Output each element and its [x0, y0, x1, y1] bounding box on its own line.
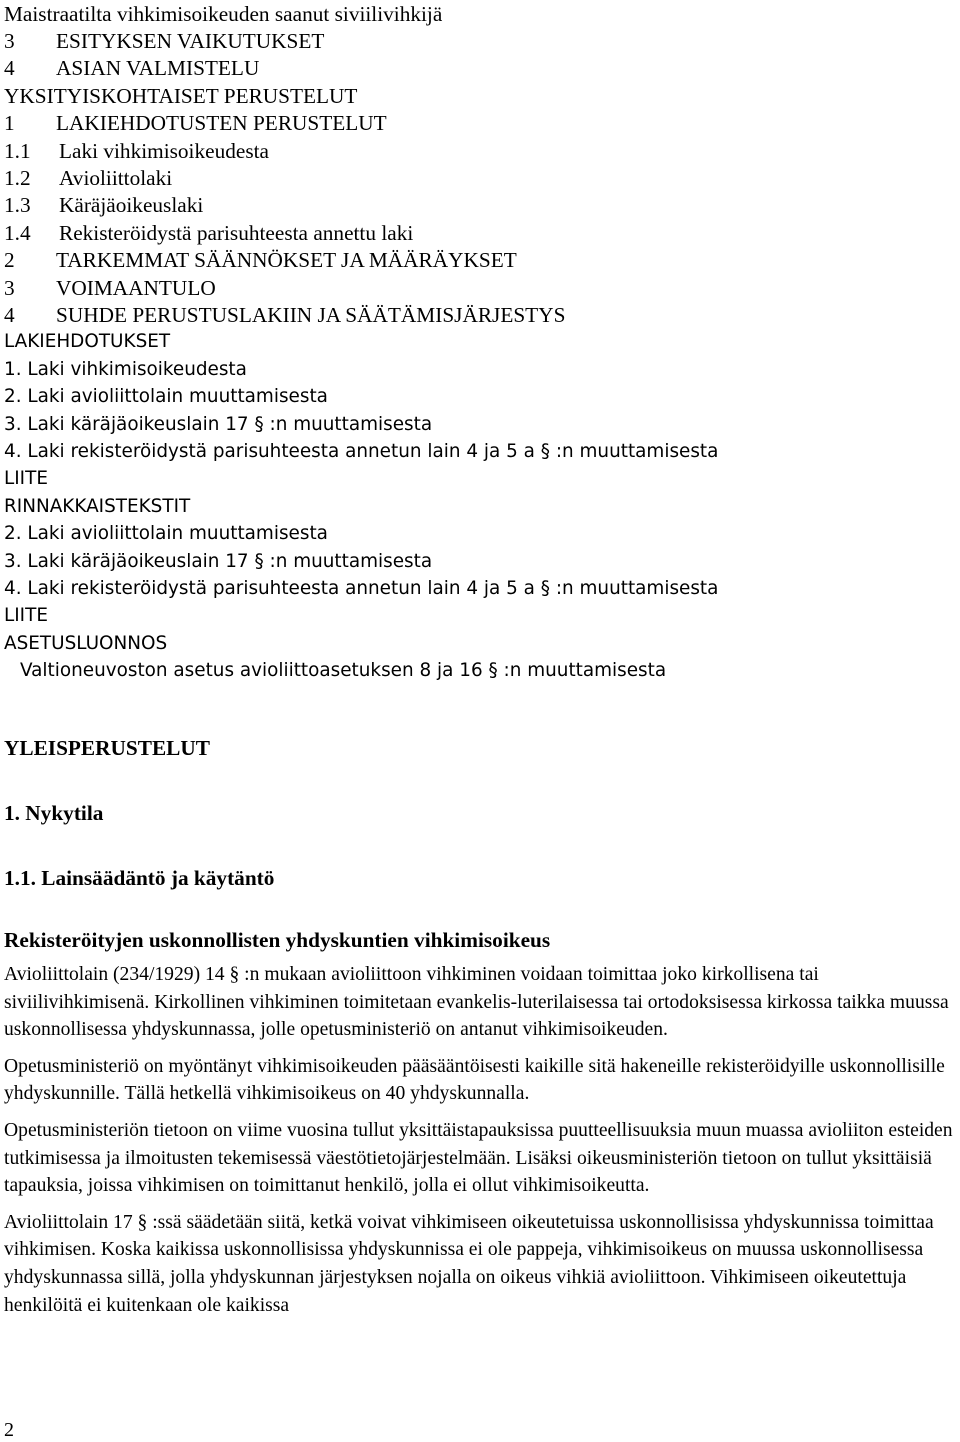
toc-entry-text: 2. Laki avioliittolain muuttamisesta — [4, 386, 328, 408]
toc-entry-text: 3. Laki käräjäoikeuslain 17 § :n muuttamisesta — [4, 413, 433, 435]
toc-entry — [4, 438, 944, 465]
toc-entry-number: 1.1 — [4, 138, 31, 163]
heading-current-state: 1. Nykytila — [4, 801, 104, 825]
toc-entry-number: 2 — [4, 248, 15, 273]
toc-entry — [4, 110, 944, 137]
toc-entry — [4, 27, 944, 54]
toc-entry-text: LIITE — [4, 605, 48, 627]
toc-entry — [4, 411, 944, 438]
toc-entry-text: Laki vihkimisoikeudesta — [59, 138, 269, 163]
heading-registered-communities: Rekisteröityjen uskonnollisten yhdyskuntien vihkimisoikeus — [4, 928, 551, 952]
toc-entry-number: 4 — [4, 302, 15, 327]
toc-entry-number: 1 — [4, 111, 15, 136]
toc-entry-number: 1.3 — [4, 193, 31, 218]
toc-entry-number: 1.4 — [4, 220, 31, 245]
toc-entry-text: Rekisteröidystä parisuhteesta annettu laki — [59, 220, 414, 245]
toc-entry — [4, 55, 944, 82]
toc-entry-number: 4 — [4, 56, 15, 81]
toc-entry — [4, 575, 944, 602]
toc-entry — [4, 466, 944, 493]
body-paragraphs — [4, 961, 959, 1328]
toc-entry — [4, 192, 944, 219]
toc-entry-number: 3 — [4, 275, 15, 300]
toc-entry — [4, 274, 944, 301]
heading-legislation-practice: 1.1. Lainsäädäntö ja käytäntö — [4, 866, 275, 890]
toc-entry-text: Maistraatilta vihkimisoikeuden saanut siviilivihkijä — [4, 1, 443, 26]
paragraph: Opetusministeriö on myöntänyt vihkimisoikeuden pääsääntöisesti kaikille sitä hakeneille rekisteröidyille uskonnollisille yhdyskunnille. Tällä hetkellä vihkimisoikeus on 40 yhdyskunnalla. — [4, 1055, 945, 1105]
toc-entry-text: ASIAN VALMISTELU — [56, 56, 260, 81]
heading-general-rationale: YLEISPERUSTELUT — [4, 736, 210, 760]
toc-entry-number: 1.2 — [4, 166, 31, 191]
toc-entry — [4, 82, 944, 109]
toc-entry — [4, 630, 944, 657]
table-of-contents — [4, 0, 944, 685]
paragraph: Avioliittolain 17 § :ssä säädetään siitä, ketkä voivat vihkimiseen oikeutetuissa uskonnollisissa yhdyskunnissa toimittaa vihkimisen. Koska kaikissa uskonnollisissa yhdyskunnissa ei ole pappeja, vihkimisoikeus on muussa uskonnollisessa yhdyskunnassa sillä, jolla yhdyskunnan järjestyksen nojalla on oikeus vihkiä avioliittoon. Vihkimiseen oikeutettuja henkilöitä ei kuitenkaan ole kaikissa — [4, 1211, 934, 1316]
toc-entry — [4, 493, 944, 520]
toc-entry-text: LIITE — [4, 468, 48, 490]
toc-entry — [4, 164, 944, 191]
toc-entry-text: LAKIEHDOTUSTEN PERUSTELUT — [56, 111, 387, 136]
page-number: 2 — [4, 1419, 14, 1441]
toc-entry — [4, 548, 944, 575]
toc-entry — [4, 0, 944, 27]
toc-entry — [4, 356, 944, 383]
toc-entry-text: Käräjäoikeuslaki — [59, 193, 204, 218]
paragraph: Opetusministeriön tietoon on viime vuosina tullut yksittäistapauksissa puutteellisuuksia muun muassa avioliiton esteiden tutkimisessa ja ilmoitusten tekemisessä väestötietojärjestelmään. Lisäksi oikeusministeriön tietoon on tullut yksittäisiä tapauksia, joissa vihkimisen on toimittanut henkilö, jolla ei ollut vihkimisoikeutta. — [4, 1119, 953, 1197]
toc-entry-text: ESITYKSEN VAIKUTUKSET — [56, 29, 325, 54]
toc-entry-text: YKSITYISKOHTAISET PERUSTELUT — [4, 83, 358, 108]
toc-entry — [4, 603, 944, 630]
toc-entry-text: 2. Laki avioliittolain muuttamisesta — [4, 523, 328, 545]
toc-entry-text: 4. Laki rekisteröidystä parisuhteesta annetun lain 4 ja 5 a § :n muuttamisesta — [4, 440, 719, 462]
toc-entry — [4, 219, 944, 246]
toc-entry — [4, 301, 944, 328]
toc-entry-text: 1. Laki vihkimisoikeudesta — [4, 358, 247, 380]
toc-entry — [4, 520, 944, 547]
toc-entry — [4, 383, 944, 410]
toc-entry-text: SUHDE PERUSTUSLAKIIN JA SÄÄTÄMISJÄRJESTYS — [56, 302, 566, 327]
paragraph: Avioliittolain (234/1929) 14 § :n mukaan avioliittoon vihkiminen voidaan toimittaa joko kirkollisena tai siviilivihkimisenä. Kirkollinen vihkiminen toimitetaan evankelis-luterilaisessa tai ortodoksisessa kirkossa taikka muussa uskonnollisessa yhdyskunnassa, jolle opetusministeriö on antanut vihkimisoikeuden. — [4, 964, 949, 1041]
toc-entry-text: 4. Laki rekisteröidystä parisuhteesta annetun lain 4 ja 5 a § :n muuttamisesta — [4, 577, 719, 599]
toc-entry-text: Avioliittolaki — [59, 166, 173, 191]
toc-entry — [4, 329, 944, 356]
toc-entry-text: VOIMAANTULO — [56, 275, 216, 300]
toc-entry-text: Valtioneuvoston asetus avioliittoasetuksen 8 ja 16 § :n muuttamisesta — [20, 660, 667, 682]
toc-entry-text: 3. Laki käräjäoikeuslain 17 § :n muuttamisesta — [4, 550, 433, 572]
toc-entry-text: RINNAKKAISTEKSTIT — [4, 495, 191, 517]
toc-entry-text: ASETUSLUONNOS — [4, 632, 168, 654]
toc-entry-number: 3 — [4, 29, 15, 54]
toc-entry-text: LAKIEHDOTUKSET — [4, 331, 171, 353]
toc-entry — [4, 247, 944, 274]
toc-entry — [4, 657, 944, 684]
toc-entry-text: TARKEMMAT SÄÄNNÖKSET JA MÄÄRÄYKSET — [56, 248, 517, 273]
toc-entry — [4, 137, 944, 164]
